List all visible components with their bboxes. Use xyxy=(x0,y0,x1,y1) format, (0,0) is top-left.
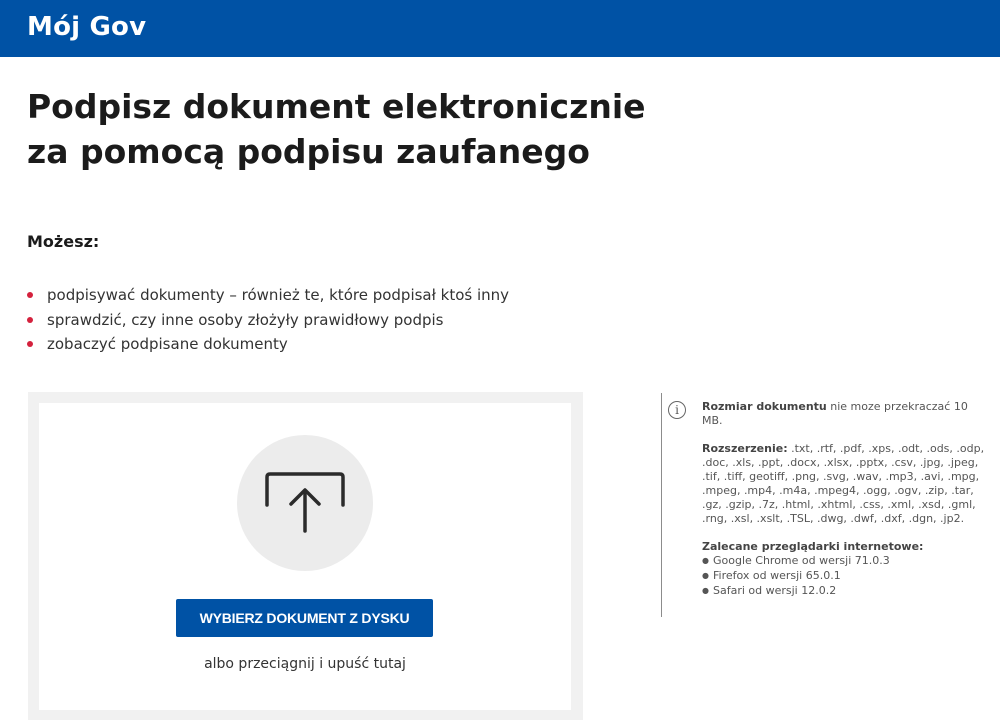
upload-drop-zone[interactable] xyxy=(39,403,571,710)
page-title-line-2: za pomocą podpisu zaufanego xyxy=(27,132,590,171)
browsers-label: Zalecane przeglądarki internetowe: xyxy=(702,540,924,553)
size-label: Rozmiar dokumentu xyxy=(702,400,827,413)
feature-item xyxy=(27,308,509,333)
upload-icon-circle[interactable] xyxy=(237,435,373,571)
size-text: nie moze przekraczać 10 MB. xyxy=(702,400,968,427)
upload-icon xyxy=(263,471,347,535)
info-icon: i xyxy=(668,401,686,419)
extensions-text: .txt, .rtf, .pdf, .xps, .odt, .ods, .odp, .doc, .xls, .ppt, .docx, .xlsx, .pptx, .csv, .jpg, .jpeg, .tif, .tiff, geotiff, .png, .svg, .wav, .mp3, .avi, .mpg, .mpeg, .mp4, .m4a, .mpeg4, .ogg, .ogv, .zip, .tar, .gz, .gzip, .7z, .html, .xhtml, .css, .xml, .xsd, .gml, .rng, .xsl, .xslt, .TSL, .dwg, .dwf, .dxf, .dgn, .jp2. xyxy=(702,442,985,525)
feature-text: zobaczyć podpisane dokumenty xyxy=(47,335,288,353)
choose-document-button[interactable]: WYBIERZ DOKUMENT Z DYSKU xyxy=(176,599,433,637)
browsers-info xyxy=(702,540,987,599)
info-panel xyxy=(661,393,991,617)
browser-item: ● Firefox od wersji 65.0.1 xyxy=(702,569,987,584)
browser-item: ● Google Chrome od wersji 71.0.3 xyxy=(702,554,987,569)
feature-text: sprawdzić, czy inne osoby złożyły prawidłowy podpis xyxy=(47,310,444,329)
browser-list xyxy=(702,554,987,599)
feature-item xyxy=(27,283,509,308)
bullet-icon xyxy=(27,317,33,323)
drop-hint: albo przeciągnij i upuść tutaj xyxy=(204,656,406,672)
feature-item xyxy=(27,332,509,357)
bullet-icon xyxy=(27,292,33,298)
feature-list xyxy=(27,283,509,357)
brand-logo-link[interactable]: Mój Gov xyxy=(27,12,147,42)
intro-label: Możesz: xyxy=(27,232,100,251)
browser-item: ● Safari od wersji 12.0.2 xyxy=(702,584,987,599)
size-info xyxy=(702,400,987,428)
extensions-label: Rozszerzenie: xyxy=(702,442,788,455)
extensions-info xyxy=(702,442,987,526)
top-bar xyxy=(0,0,1000,57)
info-text xyxy=(702,400,987,599)
bullet-icon xyxy=(27,341,33,347)
feature-text: podpisywać dokumenty – również te, które podpisał ktoś inny xyxy=(47,286,510,304)
page-title-line-1: Podpisz dokument elektronicznie xyxy=(27,87,646,126)
page-title xyxy=(27,84,727,174)
